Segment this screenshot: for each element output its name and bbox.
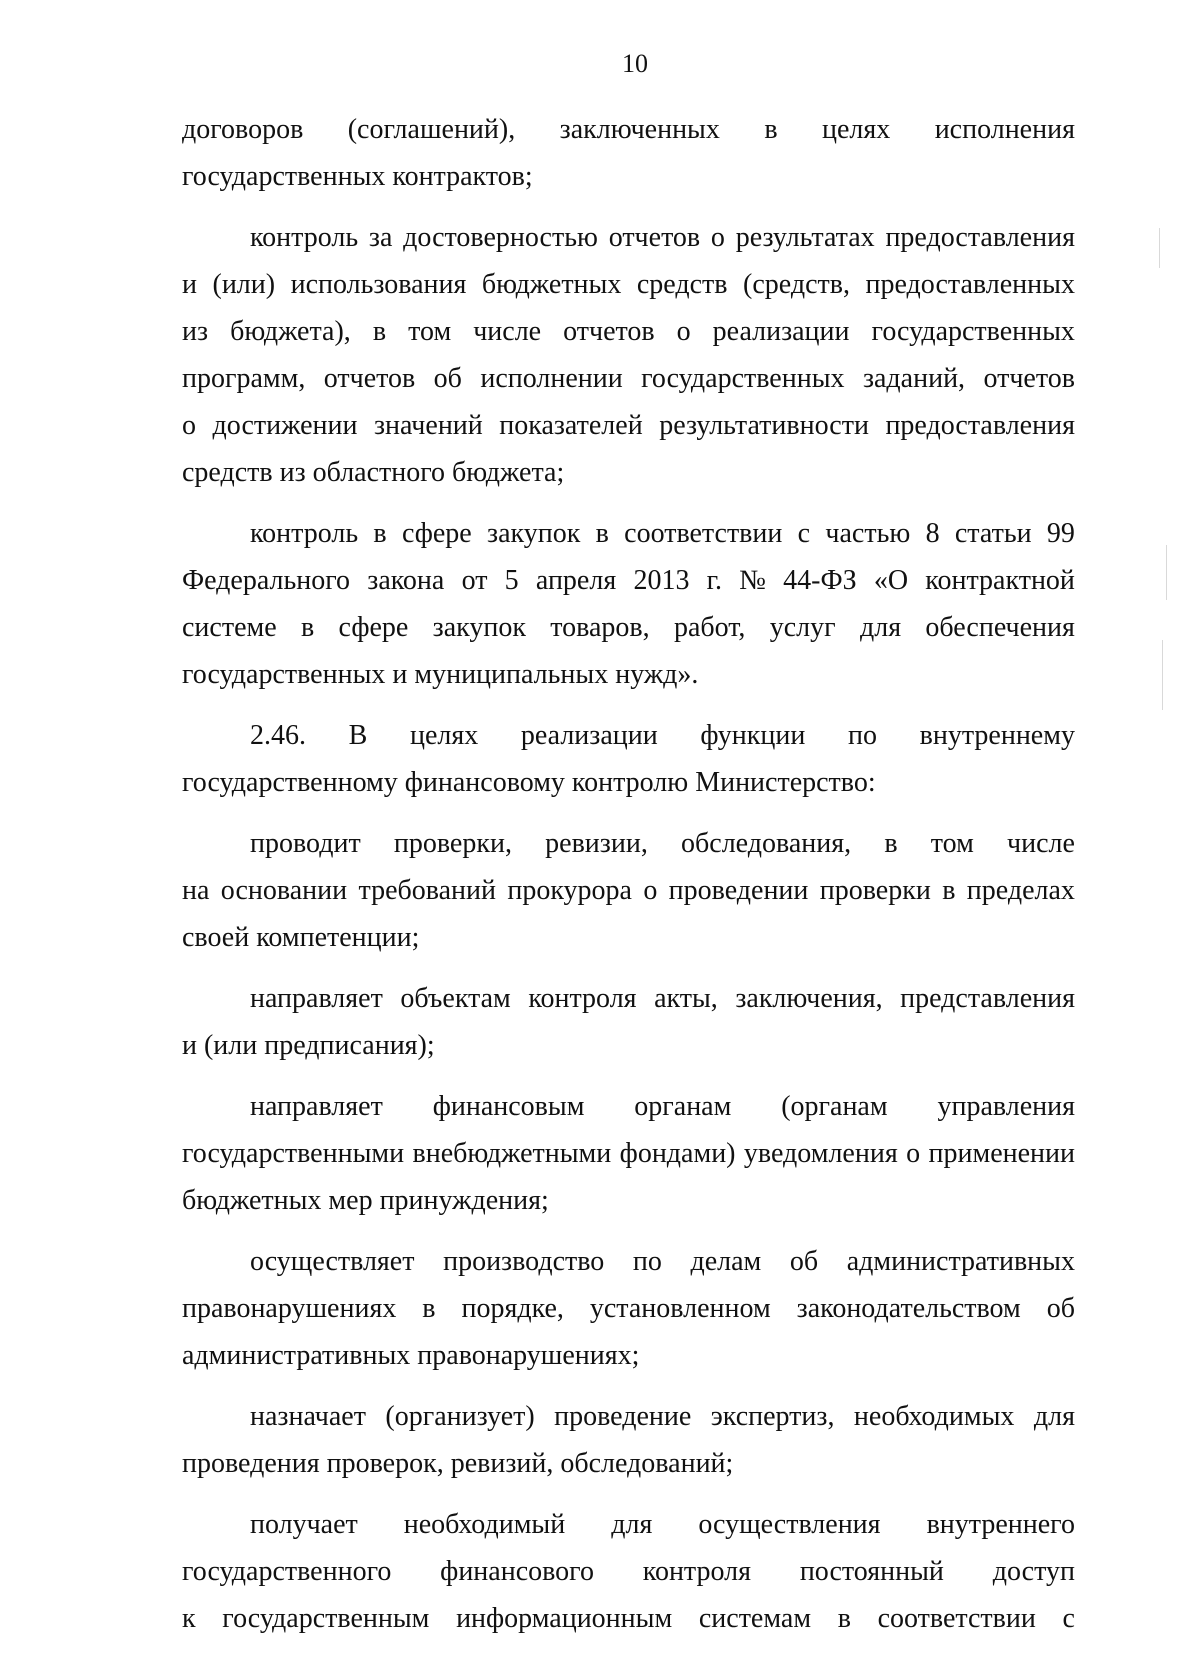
word: результатах xyxy=(735,222,875,253)
word: ревизии, xyxy=(545,828,648,859)
word: экспертиз, xyxy=(710,1401,835,1432)
word: реализации xyxy=(520,720,658,751)
word: (или) xyxy=(212,269,276,300)
word: сфере xyxy=(338,612,409,643)
word: заданий, xyxy=(862,363,966,394)
word: контроля xyxy=(642,1556,751,1587)
word: значений xyxy=(373,410,483,441)
word: том xyxy=(408,316,452,347)
text-line: государственных и муниципальных нужд». xyxy=(182,659,699,690)
word: финансового xyxy=(440,1556,594,1587)
document-body xyxy=(182,106,1075,1656)
paragraph xyxy=(182,1083,1075,1224)
word: соответствии xyxy=(877,1603,1036,1634)
word: исполнении xyxy=(480,363,623,394)
word: статьи xyxy=(954,518,1032,549)
word: соответствии xyxy=(624,518,783,549)
word: в xyxy=(764,114,778,145)
word: предоставленных xyxy=(865,269,1075,300)
word: государственных xyxy=(871,316,1075,347)
word: об xyxy=(789,1246,819,1277)
word: с xyxy=(1062,1603,1075,1634)
word: сфере xyxy=(401,518,472,549)
text-line xyxy=(182,214,1075,261)
word: информационным xyxy=(456,1603,673,1634)
word: необходимых xyxy=(853,1401,1015,1432)
word: для xyxy=(611,1509,653,1540)
word: необходимый xyxy=(403,1509,566,1540)
word: направляет xyxy=(250,1091,383,1122)
word: правонарушениях xyxy=(182,1293,397,1324)
text-line xyxy=(182,1083,1075,1130)
text-line xyxy=(182,261,1075,308)
word: целях xyxy=(409,720,479,751)
word: В xyxy=(348,720,368,751)
word: органам xyxy=(634,1091,732,1122)
word: о xyxy=(676,316,691,347)
word: использования xyxy=(290,269,467,300)
word: требований xyxy=(358,875,496,906)
word: системе xyxy=(182,612,277,643)
word: результативности xyxy=(659,410,869,441)
word: бюджетных xyxy=(481,269,622,300)
word: числе xyxy=(473,316,542,347)
word: за xyxy=(368,222,393,253)
word: представления xyxy=(900,983,1075,1014)
text-line xyxy=(182,820,1075,867)
word: том xyxy=(930,828,974,859)
text-line: проведения проверок, ревизий, обследований; xyxy=(182,1448,734,1479)
word: основании xyxy=(220,875,348,906)
word: постоянный xyxy=(799,1556,944,1587)
word: об xyxy=(1046,1293,1075,1324)
word: предоставления xyxy=(885,410,1075,441)
word: в xyxy=(300,612,315,643)
word: внебюджетными xyxy=(412,1138,612,1169)
text-line: средств из областного бюджета; xyxy=(182,457,565,488)
word: предоставления xyxy=(885,222,1075,253)
paragraph xyxy=(182,712,1075,806)
word: г. xyxy=(706,565,722,596)
word: Федерального xyxy=(182,565,351,596)
word: в xyxy=(373,518,387,549)
text-line xyxy=(182,106,1075,153)
paragraph xyxy=(182,214,1075,496)
word: в xyxy=(372,316,387,347)
text-line: государственному финансовому контролю Министерство: xyxy=(182,767,876,798)
word: в xyxy=(837,1603,851,1634)
word: фондами) xyxy=(619,1138,736,1169)
word: административных xyxy=(846,1246,1075,1277)
text-line xyxy=(182,1285,1075,1332)
word: из xyxy=(182,316,209,347)
word: 8 xyxy=(925,518,940,549)
word: пределах xyxy=(966,875,1075,906)
word: контрактной xyxy=(925,565,1075,596)
word: прокурора xyxy=(507,875,632,906)
word: отчетов xyxy=(563,316,655,347)
word: услуг xyxy=(769,612,836,643)
word: № xyxy=(739,565,766,596)
word: 2013 xyxy=(633,565,690,596)
text-line xyxy=(182,1130,1075,1177)
word: отчетов xyxy=(608,222,701,253)
paragraph xyxy=(182,820,1075,961)
scan-margin-mark xyxy=(1166,545,1167,600)
word: 99 xyxy=(1046,518,1075,549)
word: контроль xyxy=(250,222,359,253)
scan-margin-mark xyxy=(1159,228,1160,268)
text-line: государственных контрактов; xyxy=(182,161,533,192)
text-line xyxy=(182,1393,1075,1440)
word: финансовым xyxy=(432,1091,585,1122)
word: государственного xyxy=(182,1556,392,1587)
word: об xyxy=(433,363,462,394)
word: контроля xyxy=(528,983,637,1014)
text-line: административных правонарушениях; xyxy=(182,1340,640,1371)
word: достижении xyxy=(212,410,358,441)
word: достоверностью xyxy=(403,222,598,253)
word: в xyxy=(422,1293,436,1324)
text-line xyxy=(182,308,1075,355)
word: проверки, xyxy=(393,828,512,859)
word: апреля xyxy=(535,565,617,596)
word: средств xyxy=(636,269,728,300)
paragraph xyxy=(182,106,1075,200)
word: уведомления xyxy=(743,1138,898,1169)
text-line xyxy=(182,402,1075,449)
word: от xyxy=(461,565,488,596)
paragraph xyxy=(182,975,1075,1069)
text-line xyxy=(182,557,1075,604)
word: применении xyxy=(928,1138,1075,1169)
word: проведении xyxy=(668,875,809,906)
word: частью xyxy=(825,518,911,549)
word: установленном xyxy=(589,1293,771,1324)
word: работ, xyxy=(673,612,746,643)
word: (соглашений), xyxy=(347,114,516,145)
word: акты, xyxy=(654,983,718,1014)
word: товаров, xyxy=(550,612,650,643)
word: в xyxy=(884,828,898,859)
text-line xyxy=(182,1501,1075,1548)
text-line: и (или предписания); xyxy=(182,1030,435,1061)
word: обеспечения xyxy=(925,612,1075,643)
word: о xyxy=(906,1138,921,1169)
word: 44-ФЗ xyxy=(783,565,857,596)
word: обследования, xyxy=(681,828,852,859)
word: реализации xyxy=(712,316,850,347)
text-line xyxy=(182,604,1075,651)
word: функции xyxy=(700,720,806,751)
word: бюджета), xyxy=(230,316,351,347)
word: закупок xyxy=(432,612,526,643)
word: осуществления xyxy=(698,1509,881,1540)
paragraph xyxy=(182,1501,1075,1642)
word: делам xyxy=(690,1246,762,1277)
word: закупок xyxy=(487,518,581,549)
word: в xyxy=(595,518,609,549)
word: назначает xyxy=(250,1401,366,1432)
text-line xyxy=(182,510,1075,557)
text-line xyxy=(182,1548,1075,1595)
word: (организует) xyxy=(385,1401,535,1432)
word: целях xyxy=(821,114,891,145)
word: для xyxy=(1033,1401,1075,1432)
word: законодательством xyxy=(796,1293,1021,1324)
word: «О xyxy=(873,565,909,596)
scan-margin-mark xyxy=(1162,640,1163,710)
word: 5 xyxy=(504,565,519,596)
word: контроль xyxy=(250,518,359,549)
word: закона xyxy=(367,565,445,596)
word: заключенных xyxy=(559,114,720,145)
word: осуществляет xyxy=(250,1246,415,1277)
word: и xyxy=(182,269,197,300)
word: заключения, xyxy=(735,983,883,1014)
text-line xyxy=(182,867,1075,914)
word: на xyxy=(182,875,210,906)
word: числе xyxy=(1007,828,1075,859)
word: системам xyxy=(698,1603,812,1634)
text-line xyxy=(182,712,1075,759)
word: отчетов xyxy=(983,363,1075,394)
text-line: бюджетных мер принуждения; xyxy=(182,1185,549,1216)
word: программ, xyxy=(182,363,306,394)
word: проверки xyxy=(819,875,931,906)
word: порядке, xyxy=(461,1293,564,1324)
word: в xyxy=(942,875,956,906)
word: объектам xyxy=(400,983,511,1014)
word: (средств, xyxy=(743,269,850,300)
word: направляет xyxy=(250,983,383,1014)
paragraph xyxy=(182,1238,1075,1379)
text-line xyxy=(182,1595,1075,1642)
word: исполнения xyxy=(934,114,1075,145)
word: проводит xyxy=(250,828,361,859)
page-number: 10 xyxy=(622,49,648,78)
word: (органам xyxy=(781,1091,888,1122)
word: о xyxy=(643,875,658,906)
word: производство xyxy=(443,1246,605,1277)
text-line xyxy=(182,1238,1075,1285)
word: государственными xyxy=(182,1138,405,1169)
word: 2.46. xyxy=(250,720,306,751)
word: договоров xyxy=(182,114,304,145)
word: с xyxy=(797,518,811,549)
word: внутреннего xyxy=(926,1509,1075,1540)
word: по xyxy=(848,720,877,751)
word: государственных xyxy=(641,363,845,394)
word: государственным xyxy=(222,1603,430,1634)
text-line xyxy=(182,355,1075,402)
word: показателей xyxy=(499,410,643,441)
word: управления xyxy=(937,1091,1075,1122)
word: проведение xyxy=(554,1401,692,1432)
paragraph xyxy=(182,510,1075,698)
word: отчетов xyxy=(323,363,416,394)
word: получает xyxy=(250,1509,358,1540)
paragraph xyxy=(182,1393,1075,1487)
word: для xyxy=(859,612,902,643)
text-line xyxy=(182,975,1075,1022)
word: о xyxy=(182,410,196,441)
word: доступ xyxy=(992,1556,1075,1587)
word: внутреннему xyxy=(919,720,1075,751)
word: о xyxy=(710,222,725,253)
word: к xyxy=(182,1603,196,1634)
text-line: своей компетенции; xyxy=(182,922,420,953)
word: по xyxy=(632,1246,662,1277)
